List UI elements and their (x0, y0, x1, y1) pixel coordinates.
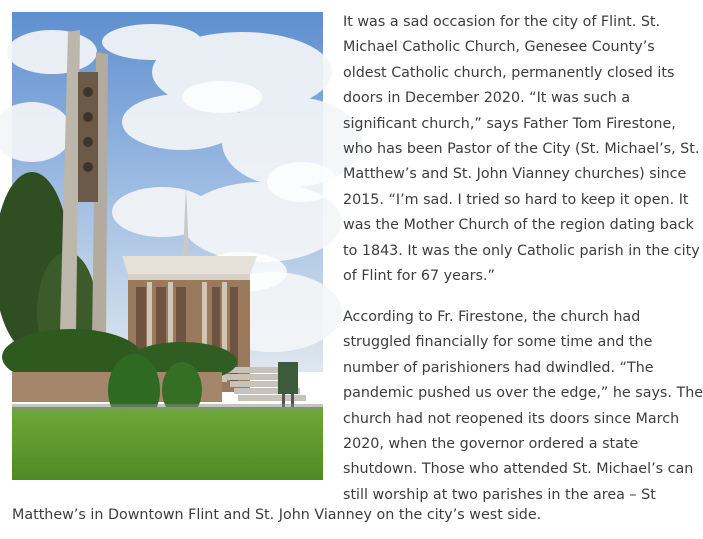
paragraph-2-line: 2020, when the governor ordered a state (343, 435, 639, 452)
paragraph-2-line: According to Fr. Firestone, the church had (343, 309, 641, 325)
paragraph-1 (343, 10, 700, 289)
paragraph-1-line: of Flint for 67 years.” (343, 267, 495, 284)
paragraph-1-line: significant church,” says Father Tom Firestone, (343, 115, 676, 132)
church-photo-graphic (12, 12, 323, 480)
paragraph-2-line: pandemic pushed us over the edge,” he says. The (343, 385, 703, 402)
paragraph-1-line: oldest Catholic church, permanently closed its (343, 64, 675, 81)
church-photo (12, 12, 323, 480)
paragraph-1-line: who has been Pastor of the City (St. Michael’s, St. (343, 140, 700, 157)
paragraph-2-line: struggled financially for some time and the (343, 334, 653, 351)
paragraph-1-line: It was a sad occasion for the city of Flint. St. (343, 14, 661, 30)
paragraph-1-line: doors in December 2020. “It was such a (343, 90, 631, 107)
paragraph-2-line: still worship at two parishes in the area – St (343, 486, 656, 503)
paragraph-2-continuation (12, 503, 541, 528)
paragraph-1-line: Matthew’s and St. John Vianney churches) since (343, 166, 687, 183)
paragraph-2-line: shutdown. Those who attended St. Michael’s can (343, 461, 694, 478)
paragraph-2 (343, 305, 703, 508)
paragraph-2-line: church had not reopened its doors since March (343, 410, 680, 427)
paragraph-1-line: was the Mother Church of the region dating back (343, 217, 694, 234)
paragraph-1-line: to 1843. It was the only Catholic parish in the city (343, 242, 700, 259)
paragraph-1-line: 2015. “I’m sad. I tried so hard to keep it open. It (343, 191, 689, 208)
paragraph-2-line: number of parishioners had dwindled. “The (343, 359, 654, 376)
paragraph-1-line: Michael Catholic Church, Genesee County’s (343, 39, 655, 56)
paragraph-2-line: Matthew’s in Downtown Flint and St. John Vianney on the city’s west side. (12, 507, 542, 523)
